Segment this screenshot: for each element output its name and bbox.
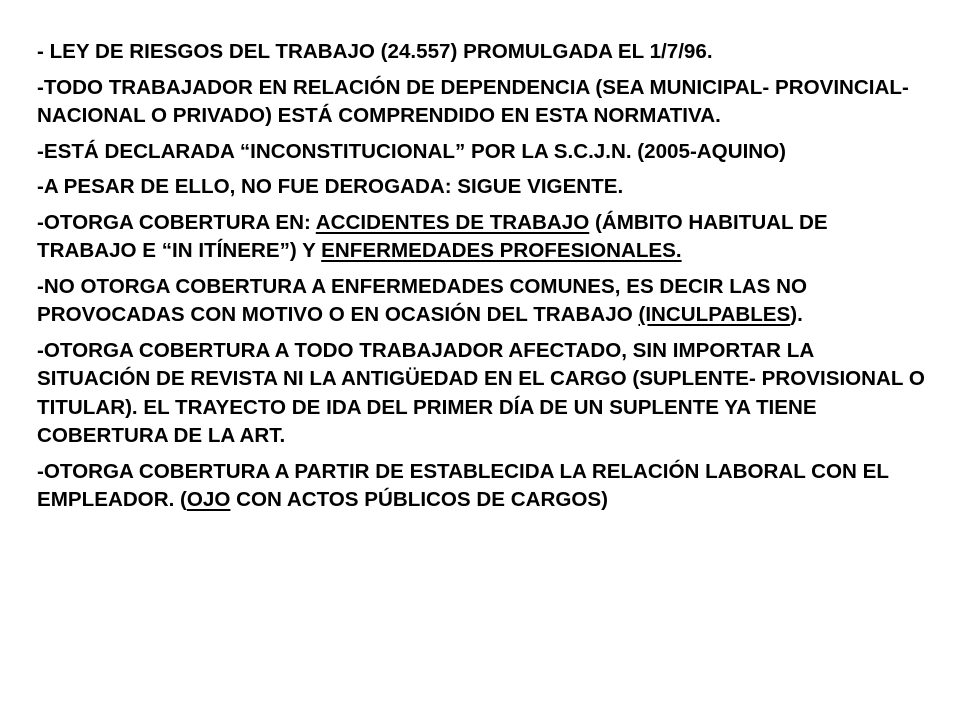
paragraph-cobertura-en <box>37 209 932 266</box>
text-segment: -TODO TRABAJADOR EN RELACIÓN DE DEPENDENCIA (SEA MUNICIPAL- PROVINCIAL- NACIONAL O PRIVADO) ESTÁ COMPRENDIDO EN ESTA NORMATIVA. <box>37 75 909 127</box>
paragraph-todo-trabajador <box>37 74 932 131</box>
text-segment: -A PESAR DE ELLO, NO FUE DEROGADA: SIGUE VIGENTE. <box>37 175 624 198</box>
text-segment: CON ACTOS PÚBLICOS DE CARGOS) <box>230 488 608 511</box>
text-segment: - LEY DE RIESGOS DEL TRABAJO (24.557) PROMULGADA EL 1/7/96. <box>37 40 713 63</box>
text-segment: ). <box>790 303 803 326</box>
text-segment: -OTORGA COBERTURA A TODO TRABAJADOR AFECTADO, SIN IMPORTAR LA SITUACIÓN DE REVISTA NI LA ANTIGÜEDAD EN EL CARGO (SUPLENTE- PROVISIONAL O TITULAR). EL TRAYECTO DE IDA DEL PRIMER DÍA DE UN SUPLENTE YA TIENE COBERTURA DE LA ART. <box>37 338 925 447</box>
paragraph-ley <box>37 38 932 67</box>
text-segment: -OTORGA COBERTURA EN: <box>37 210 316 234</box>
paragraph-a-partir <box>37 458 932 515</box>
slide-body <box>37 38 932 522</box>
paragraph-vigente <box>37 173 932 202</box>
text-segment: -NO OTORGA COBERTURA A ENFERMEDADES COMUNES, ES DECIR LAS NO PROVOCADAS CON MOTIVO O EN OCASIÓN DEL TRABAJO <box>37 274 808 326</box>
paragraph-inconstitucional <box>37 138 932 167</box>
text-segment: -OTORGA COBERTURA A PARTIR DE ESTABLECIDA LA RELACIÓN LABORAL CON EL EMPLEADOR. ( <box>37 459 889 511</box>
underlined-ojo: OJO <box>186 488 231 511</box>
paragraph-todo-afectado <box>37 337 932 451</box>
text-segment: (ÁMBITO HABITUAL DE TRABAJO E “IN ITÍNERE”) Y <box>37 210 828 262</box>
paragraph-no-cobertura <box>37 273 932 330</box>
underlined-enfermedades-profesionales: ENFERMEDADES PROFESIONALES. <box>321 239 682 262</box>
underlined-inculpables: (INCULPABLES <box>638 303 791 326</box>
underlined-accidentes-de-trabajo: ACCIDENTES DE TRABAJO <box>315 210 590 234</box>
text-segment: -ESTÁ DECLARADA “INCONSTITUCIONAL” POR LA S.C.J.N. (2005-AQUINO) <box>37 139 787 163</box>
